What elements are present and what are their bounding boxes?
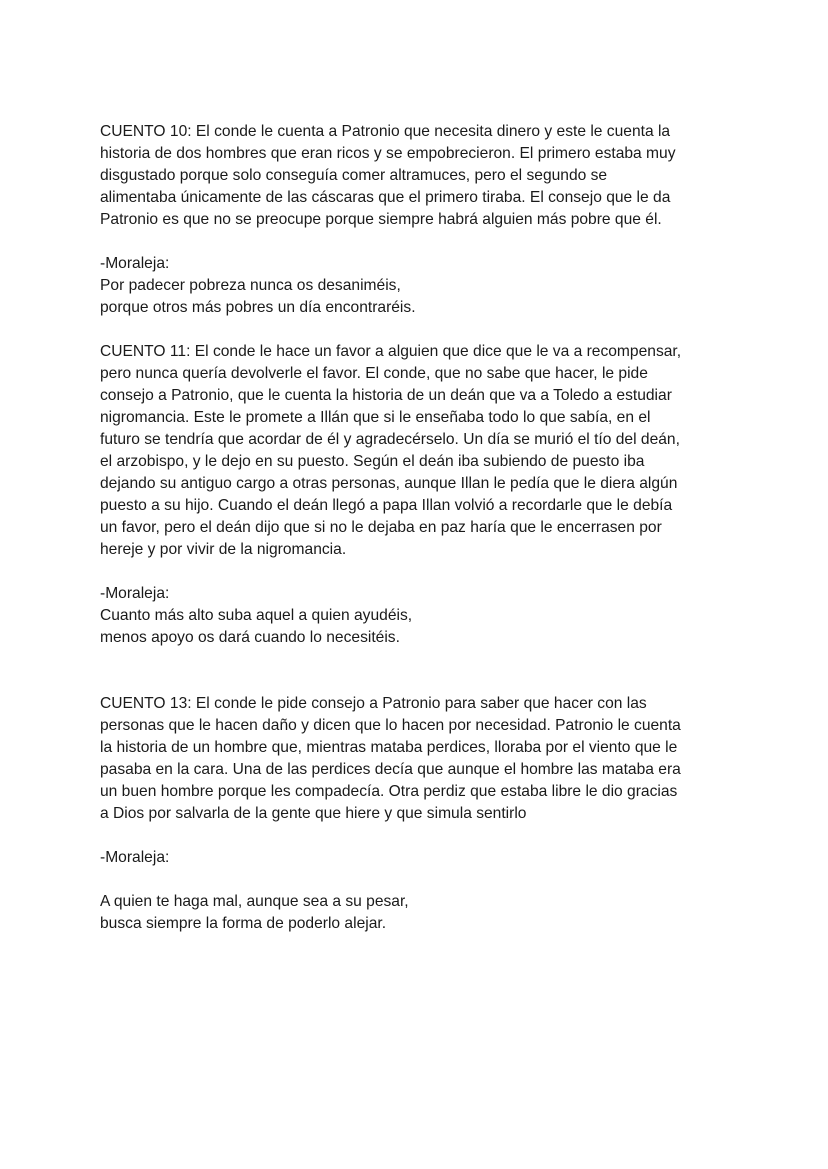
text-line: historia de dos hombres que eran ricos y se empobrecieron. El primero estaba muy (100, 145, 676, 162)
text-line: CUENTO 13: El conde le pide consejo a Patronio para saber que hacer con las (100, 695, 647, 712)
moraleja-line: porque otros más pobres un día encontraréis. (100, 299, 416, 316)
text-line: personas que le hacen daño y dicen que lo hacen por necesidad. Patronio le cuenta (100, 717, 681, 734)
text-line: futuro se tendría que acordar de él y agradecérselo. Un día se murió el tío del deán, (100, 431, 680, 448)
text-line: puesto a su hijo. Cuando el deán llegó a papa Illan volvió a recordarle que le debía (100, 497, 673, 514)
text-line: alimentaba únicamente de las cáscaras que el primero tiraba. El consejo que le da (100, 189, 671, 206)
text-line: la historia de un hombre que, mientras mataba perdices, lloraba por el viento que le (100, 739, 678, 756)
text-line: CUENTO 11: El conde le hace un favor a alguien que dice que le va a recompensar, (100, 343, 682, 360)
moraleja-line: busca siempre la forma de poderlo alejar. (100, 915, 387, 932)
text-line: disgustado porque solo conseguía comer altramuces, pero el segundo se (100, 167, 608, 184)
text-line: nigromancia. Este le promete a Illán que si le enseñaba todo lo que sabía, en el (100, 409, 651, 426)
text-line: consejo a Patronio, que le cuenta la historia de un deán que va a Toledo a estudiar (100, 387, 672, 404)
text-line: dejando su antiguo cargo a otras personas, aunque Illan le pedía que le diera algún (100, 475, 678, 492)
cuento-13-moraleja (100, 847, 740, 935)
moraleja-line: Por padecer pobreza nunca os desaniméis, (100, 277, 401, 294)
text-line: hereje y por vivir de la nigromancia. (100, 541, 347, 558)
moraleja-line: menos apoyo os dará cuando lo necesitéis. (100, 629, 400, 646)
document-page (100, 121, 740, 935)
moraleja-label: -Moraleja: (100, 849, 170, 866)
text-line: Patronio es que no se preocupe porque siempre habrá alguien más pobre que él. (100, 211, 662, 228)
moraleja-line: A quien te haga mal, aunque sea a su pesar, (100, 893, 409, 910)
text-line: pero nunca quería devolverle el favor. El conde, que no sabe que hacer, le pide (100, 365, 648, 382)
blank-line (100, 869, 740, 891)
text-line: CUENTO 10: El conde le cuenta a Patronio que necesita dinero y este le cuenta la (100, 123, 671, 140)
moraleja-label: -Moraleja: (100, 255, 170, 272)
moraleja-label: -Moraleja: (100, 585, 170, 602)
text-line: un buen hombre porque les compadecía. Otra perdiz que estaba libre le dio gracias (100, 783, 678, 800)
moraleja-line: Cuanto más alto suba aquel a quien ayudéis, (100, 607, 413, 624)
text-line: pasaba en la cara. Una de las perdices decía que aunque el hombre las mataba era (100, 761, 681, 778)
cuento-10-moraleja (100, 253, 740, 319)
text-line: un favor, pero el deán dijo que si no le dejaba en paz haría que le encerrasen por (100, 519, 662, 536)
text-line: el arzobispo, y le dejo en su puesto. Según el deán iba subiendo de puesto iba (100, 453, 645, 470)
text-line: a Dios por salvarla de la gente que hiere y que simula sentirlo (100, 805, 527, 822)
cuento-11-moraleja (100, 583, 740, 649)
cuento-11-text (100, 341, 740, 561)
cuento-10-text (100, 121, 740, 231)
cuento-13-text (100, 693, 740, 825)
